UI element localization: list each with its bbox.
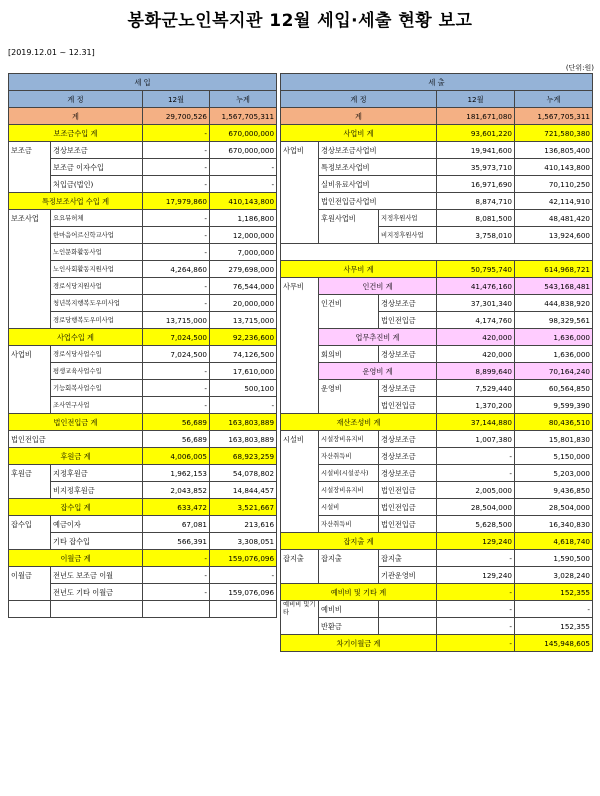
expense-subtotal-row: 사업비 계 93,601,220 721,580,380 — [281, 125, 593, 142]
expense-row: 반환금 - 152,355 — [281, 618, 593, 635]
income-header: 세 입 — [9, 74, 277, 91]
expense-total-row: 계 181,671,080 1,567,705,311 — [281, 108, 593, 125]
income-table — [8, 73, 277, 618]
report-period: [2019.12.01 ~ 12.31] — [8, 48, 95, 57]
income-row: 사업비 경로식당사업수입 7,024,500 74,126,500 — [9, 346, 277, 363]
income-row: 이월금 전년도 보조금 이월 - - — [9, 567, 277, 584]
expense-row: 실비유료사업비 16,971,690 70,110,250 — [281, 176, 593, 193]
income-blank-row — [9, 601, 277, 618]
income-row: 기타 잡수입 566,391 3,308,051 — [9, 533, 277, 550]
income-row: 기능회복사업수입 - 500,100 — [9, 380, 277, 397]
income-row: 전년도 기타 이월금 - 159,076,096 — [9, 584, 277, 601]
income-row: 후원금 지정후원금 1,962,153 54,078,802 — [9, 465, 277, 482]
expense-spacer-row — [281, 244, 593, 261]
income-row: 경로식당지원사업 - 76,544,000 — [9, 278, 277, 295]
expense-table — [280, 73, 593, 652]
income-row: 경로당행복도우미사업 13,715,000 13,715,000 — [9, 312, 277, 329]
income-row: 보조사업 요요뮤허체 - 1,186,800 — [9, 210, 277, 227]
income-subtotal-row: 후원금 계 4,006,005 68,923,259 — [9, 448, 277, 465]
expense-row: 법인전입금 1,370,200 9,599,390 — [281, 397, 593, 414]
income-row: 평생교육사업수입 - 17,610,000 — [9, 363, 277, 380]
income-subtotal-row: 이월금 계 - 159,076,096 — [9, 550, 277, 567]
expense-subtotal-row: 잡지출 계 129,240 4,618,740 — [281, 533, 593, 550]
expense-row: 기관운영비 129,240 3,028,240 — [281, 567, 593, 584]
expense-row: 법인전입금 4,174,760 98,329,561 — [281, 312, 593, 329]
expense-subtotal-row: 차기이월금 계 - 145,948,605 — [281, 635, 593, 652]
expense-header: 세 출 — [281, 74, 593, 91]
expense-subtotal-row: 사무비 계 50,795,740 614,968,721 — [281, 261, 593, 278]
expense-subtotal-row: 예비비 및 기타 계 - 152,355 — [281, 584, 593, 601]
income-row: 법인전입금 56,689 163,803,889 — [9, 431, 277, 448]
expense-subtotal-row: 업무추진비 계 420,000 1,636,000 — [281, 329, 593, 346]
expense-row: 법인전입금사업비 8,874,710 42,114,910 — [281, 193, 593, 210]
expense-row: 자산취득비 법인전입금 5,628,500 16,340,830 — [281, 516, 593, 533]
income-row: 비지정후원금 2,043,852 14,844,457 — [9, 482, 277, 499]
income-subtotal-row: 사업수입 계 7,024,500 92,236,600 — [9, 329, 277, 346]
income-row: 처입금(법인) - - — [9, 176, 277, 193]
expense-col-header: 계 정 12월 누계 — [281, 91, 593, 108]
income-subtotal-row: 보조금수입 계 - 670,000,000 — [9, 125, 277, 142]
expense-row: 시설비 시설장비유지비 경상보조금 1,007,380 15,801,830 — [281, 431, 593, 448]
income-row: 노인사회활동지원사업 4,264,860 279,698,000 — [9, 261, 277, 278]
page-title: 봉화군노인복지관 12월 세입·세출 현황 보고 — [127, 11, 473, 31]
income-row: 한마음어르신학교사업 - 12,000,000 — [9, 227, 277, 244]
income-total-row: 계 29,700,526 1,567,705,311 — [9, 108, 277, 125]
expense-subtotal-row: 재산조성비 계 37,144,880 80,436,510 — [281, 414, 593, 431]
expense-row: 인건비 경상보조금 37,301,340 444,838,920 — [281, 295, 593, 312]
expense-row: 회의비 경상보조금 420,000 1,636,000 — [281, 346, 593, 363]
income-subtotal-row: 특정보조사업 수입 계 17,979,860 410,143,800 — [9, 193, 277, 210]
expense-row: 운영비 경상보조금 7,529,440 60,564,850 — [281, 380, 593, 397]
income-row: 조사연구사업 - - — [9, 397, 277, 414]
expense-row: 자산취득비 경상보조금 - 5,150,000 — [281, 448, 593, 465]
expense-row: 시설비 법인전입금 28,504,000 28,504,000 — [281, 499, 593, 516]
expense-row: 시설장비유지비 법인전입금 2,005,000 9,436,850 — [281, 482, 593, 499]
income-row: 청년복지행복도우미사업 - 20,000,000 — [9, 295, 277, 312]
income-subtotal-row: 잡수입 계 633,472 3,521,667 — [9, 499, 277, 516]
expense-row: 잡지출 잡지출 잡지출 - 1,590,500 — [281, 550, 593, 567]
income-subtotal-row: 법인전입금 계 56,689 163,803,889 — [9, 414, 277, 431]
income-col-header: 계 정 12월 누계 — [9, 91, 277, 108]
expense-subtotal-row: 운영비 계 8,899,640 70,164,240 — [281, 363, 593, 380]
expense-row: 예비비 및기타 예비비 - - — [281, 601, 593, 618]
expense-row: 시설비(시설공사) 경상보조금 - 5,203,000 — [281, 465, 593, 482]
expense-row: 비지정후원사업 3,758,010 13,924,600 — [281, 227, 593, 244]
income-row: 보조금 경상보조금 - 670,000,000 — [9, 142, 277, 159]
expense-row: 후원사업비 지정후원사업 8,081,500 48,481,420 — [281, 210, 593, 227]
income-row: 노인문화활동사업 - 7,000,000 — [9, 244, 277, 261]
income-row: 잡수입 예금이자 67,081 213,616 — [9, 516, 277, 533]
unit-label: (단위:원) — [565, 64, 594, 72]
expense-row: 사업비 경상보조금사업비 19,941,600 136,805,400 — [281, 142, 593, 159]
expense-row: 특정보조사업비 35,973,710 410,143,800 — [281, 159, 593, 176]
expense-subtotal-row: 사무비 인건비 계 41,476,160 543,168,481 — [281, 278, 593, 295]
income-row: 보조금 이자수입 - - — [9, 159, 277, 176]
